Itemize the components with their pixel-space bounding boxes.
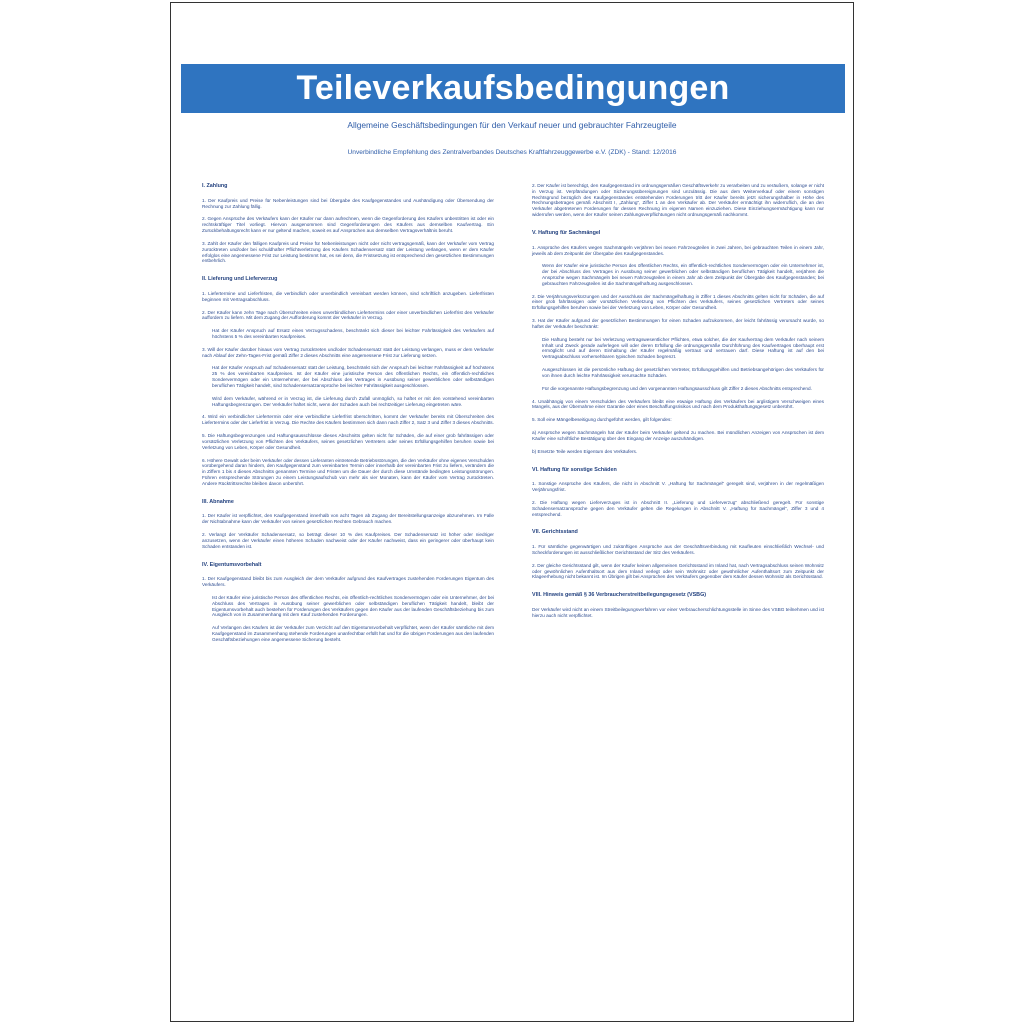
document-title: Teileverkaufsbedingungen [296,69,730,107]
paragraph: Wenn der Käufer eine juristische Person des öffentlichen Rechts, ein öffentlich-rechtliches Sondervermögen oder ein Unternehmer ist, der bei Abschluss des Vertrages in Ausübung seiner gewerblichen oder selbständigen beruflichen Tätigkeit handelt, verjähren die Ansprüche wegen Sachmängeln bei neuen Fahrzeugteilen in einem Jahr ab dem Zeitpunkt der Übergabe des Kaufgegenstandes; bei gebrauchten Fahrzeugteilen ist die Sachmängelhaftung ausgeschlossen. [542,263,824,286]
paragraph: Auf Verlangen des Käufers ist der Verkäufer zum Verzicht auf den Eigentumsvorbehalt verpflichtet, wenn der Käufer sämtliche mit dem Kaufgegenstand im Zusammenhang stehende Forderungen unanfechtbar erfüllt hat und für die übrigen Forderungen aus den laufenden Geschäftsbeziehungen eine angemessene Sicherung besteht. [212,625,494,642]
clause: 2. Der gleiche Gerichtsstand gilt, wenn der Käufer keinen allgemeinen Gerichtsstand im Inland hat, nach Vertragsabschluss seinen Wohnsitz oder gewöhnlichen Aufenthaltsort aus dem Inland verlegt oder sein Wohnsitz oder gewöhnlicher Aufenthaltsort zum Zeitpunkt der Klageerhebung nicht bekannt ist. Im Übrigen gilt bei Ansprüchen des Verkäufers gegenüber dem Käufer dessen Wohnsitz als Gerichtsstand. [532,562,824,580]
document-subtitle: Allgemeine Geschäftsbedingungen für den Verkauf neuer und gebrauchter Fahrzeugteile [347,120,677,130]
title-banner [181,64,845,113]
left-column [202,183,494,655]
clause: 1. Ansprüche des Käufers wegen Sachmängeln verjähren bei neuen Fahrzeugteilen in zwei Jahren, bei gebrauchten Teilen in einem Jahr, jeweils ab dem Zeitpunkt der Übergabe des Kaufgegenstandes. [532,244,824,256]
clause: b) Ersetzte Teile werden Eigentum des Verkäufers. [532,448,638,454]
section-heading: VIII. Hinweis gemäß § 36 Verbraucherstreitbeilegungsgesetz (VSBG) [532,592,707,599]
clause: 2. Die Haftung wegen Lieferverzuges ist in Abschnitt II. „Lieferung und Lieferverzug“ abschließend geregelt. Für sonstige Schadensersatzansprüche gegen den Verkäufer gelten die Regelungen in Abschnitt V. „Haftung für Sachmängel“, Ziffer 3 und 4 entsprechend. [532,499,824,517]
paragraph: Wird dem Verkäufer, während er in Verzug ist, die Lieferung durch Zufall unmöglich, so haftet er mit den vorstehend vereinbarten Haftungsbegrenzungen. Der Verkäufer haftet nicht, wenn der Schaden auch bei rechtzeitiger Lieferung eingetreten wäre. [212,395,494,407]
section [532,592,824,618]
section-heading: I. Zahlung [202,183,228,189]
clause: 1. Der Kaufgegenstand bleibt bis zum Ausgleich der dem Verkäufer aufgrund des Kaufvertrages zustehenden Forderungen Eigentum des Verkäufers. [202,576,494,588]
section-heading: III. Abnahme [202,498,234,505]
clause: 1. Der Käufer ist verpflichtet, den Kaufgegenstand innerhalb von acht Tagen ab Zugang der Bereitstellungsanzeige abzunehmen. Im Falle der Nichtabnahme kann der Verkäufer von seinen gesetzlichen Rechten Gebrauch machen. [202,513,494,525]
section-heading: IV. Eigentumsvorbehalt [202,561,262,568]
clause: 2. Verlangt der Verkäufer Schadensersatz, so beträgt dieser 10 % des Kaufpreises. Der Schadensersatz ist höher oder niedriger anzusetzen, wenn der Verkäufer einen höheren Schaden nachweist oder der Käufer nachweist, dass ein geringerer oder überhaupt kein Schaden entstanden ist. [202,532,494,549]
clause: 2. Der Käufer ist berechtigt, den Kaufgegenstand im ordnungsgemäßen Geschäftsverkehr zu verarbeiten und zu veräußern, solange er nicht in Verzug ist. Verpfändungen oder Sicherungsübereignungen sind unzulässig. Die aus dem Weiterverkauf oder einem sonstigen Rechtsgrund bezüglich des Kaufgegenstandes entstehenden Forderungen tritt der Käufer bereits jetzt sicherungshalber in Höhe des Rechnungsbetrages gemäß Abschnitt I, „Zahlung“, Ziffer 1 an den Verkäufer ab. Der Verkäufer ermächtigt ihn widerruflich, die an den Verkäufer abgetretenen Forderungen für dessen Rechnung im eigenen Namen einzuziehen. Diese Einziehungsermächtigung kann nur widerrufen werden, wenn der Käufer seinen Zahlungsverpflichtungen nicht ordnungsgemäß nachkommt. [532,183,824,218]
paragraph: Hat der Käufer Anspruch auf Schadensersatz statt der Leistung, beschränkt sich der Anspruch bei leichter Fahrlässigkeit auf höchstens 25 % des vereinbarten Kaufpreises. Ist der Käufer eine juristische Person des öffentlichen Rechts, ein öffentlich-rechtliches Sondervermögen oder ein Unternehmer, der bei Abschluss des Vertrages in Ausübung seiner gewerblichen oder selbständigen beruflichen Tätigkeit handelt, sind Schadensersatzansprüche bei leichter Fahrlässigkeit ausgeschlossen. [212,365,494,388]
section [202,183,494,264]
clause: 5. Soll eine Mängelbeseitigung durchgeführt werden, gilt folgendes: [532,417,672,423]
clause: 2. Der Käufer kann zehn Tage nach Überschreiten eines unverbindlichen Liefertermins oder einer unverbindlichen Lieferfrist den Verkäufer auffordern zu liefern. Mit dem Zugang der Aufforderung kommt der Verkäufer in Verzug. [202,309,494,321]
section-heading: VI. Haftung für sonstige Schäden [532,466,617,473]
clause: 3. Zahlt der Käufer den fälligen Kaufpreis und Preise für Nebenleistungen nicht oder nicht vertragsgemäß, kann der Verkäufer vom Vertrag zurücktreten und/oder bei schuldhafter Pflichtverletzung des Käufers Schadensersatz statt der Leistung verlangen, wenn er dem Käufer erfolglos eine angemessene Frist zur Leistung bestimmt hat, es sei denn, die Fristsetzung ist entsprechend den gesetzlichen Bestimmungen entbehrlich. [202,240,494,264]
section [202,276,494,487]
clause: 1. Der Kaufpreis und Preise für Nebenleistungen sind bei Übergabe des Kaufgegenstandes und Aushändigung oder Übersendung der Rechnung zur Zahlung fällig. [202,197,494,209]
section-heading: II. Lieferung und Lieferverzug [202,276,278,283]
clause: 2. Die Verjährungsverkürzungen und der Ausschluss der Sachmängelhaftung in Ziffer 1 dieses Abschnitts gelten nicht für Schäden, die auf einer grob fahrlässigen oder vorsätzlichen Verletzung von Pflichten des Verkäufers, seines gesetzlichen Vertreters oder seines Erfüllungsgehilfen beruhen sowie bei der Verletzung von Leben, Körper oder Gesundheit. [532,293,824,311]
recommendation-line: Unverbindliche Empfehlung des Zentralverbandes Deutsches Kraftfahrzeuggewerbe e.V. (ZDK) - Stand: 12/2016 [347,149,677,156]
section [202,499,494,550]
document-page [170,2,854,1022]
clause: 5. Die Haftungsbegrenzungen und Haftungsausschlüsse dieses Abschnitts gelten nicht für Schäden, die auf einer grob fahrlässigen oder vorsätzlichen Verletzung von Pflichten des Verkäufers, seines gesetzlichen Vertreters oder seines Erfüllungsgehilfen beruhen sowie bei Verletzung von Leben, Körper oder Gesundheit. [202,433,494,450]
clause: 1. Liefertermine und Lieferfristen, die verbindlich oder unverbindlich vereinbart werden können, sind schriftlich anzugeben. Lieferfristen beginnen mit Vertragsabschluss. [202,290,494,302]
clause: 4. Unabhängig von einem Verschulden des Verkäufers bleibt eine etwaige Haftung des Verkäufers bei arglistigem Verschweigen eines Mangels, aus der Übernahme einer Garantie oder eines Beschaffungsrisikos und nach dem Produkthaftungsgesetz unberührt. [532,398,824,410]
clause: 4. Wird ein verbindlicher Liefertermin oder eine verbindliche Lieferfrist überschritten, kommt der Verkäufer bereits mit Überschreiten des Liefertermins oder der Lieferfrist in Verzug. Die Rechte des Käufers bestimmen sich dann nach Ziffer 2, Satz 3 und Ziffer 3 dieses Abschnitts. [202,414,494,426]
clause: 3. Hat der Käufer aufgrund der gesetzlichen Bestimmungen für einen Schaden aufzukommen, der leicht fahrlässig verursacht wurde, so haftet der Verkäufer beschränkt: [532,318,824,329]
paragraph: Hat der Käufer Anspruch auf Ersatz eines Verzugsschadens, beschränkt sich dieser bei leichter Fahrlässigkeit des Verkäufers auf höchstens 5 % des vereinbarten Kaufpreises. [212,328,494,339]
section [532,529,824,580]
paragraph: Für die vorgenannte Haftungsbegrenzung und den vorgenannten Haftungsausschluss gilt Ziffer 2 dieses Abschnitts entsprechend. [542,385,812,391]
section [532,183,824,218]
section-heading: VII. Gerichtsstand [532,529,578,536]
clause: Der Verkäufer wird nicht an einem Streitbeilegungsverfahren vor einer Verbraucherschlichtungsstelle im Sinne des VSBG teilnehmen und ist hierzu auch nicht verpflichtet. [532,606,824,618]
clause: 1. Für sämtliche gegenwärtigen und zukünftigen Ansprüche aus der Geschäftsverbindung mit Kaufleuten einschließlich Wechsel- und Scheckforderungen ist ausschließlicher Gerichtsstand der Sitz des Verkäufers. [532,544,824,555]
section [202,562,494,643]
paragraph: Ist der Käufer eine juristische Person des öffentlichen Rechts, ein öffentlich-rechtliches Sondervermögen oder ein Unternehmer, der bei Abschluss des Vertrages in Ausübung seiner gewerblichen oder selbständigen beruflichen Tätigkeit handelt, bleibt der Eigentumsvorbehalt auch bestehen für Forderungen des Verkäufers gegen den Käufer aus der laufenden Geschäftsbeziehung bis zum Ausgleich von in Zusammenhang mit dem Kauf zustehenden Forderungen. [212,594,494,618]
clause: 2. Gegen Ansprüche des Verkäufers kann der Käufer nur dann aufrechnen, wenn die Gegenforderung des Käufers unbestritten ist oder ein rechtskräftiger Titel vorliegt. Hiervon ausgenommen sind Gegenforderungen des Käufers aus demselben Kaufvertrag. Ein Zurückbehaltungsrecht kann er nur geltend machen, soweit es auf Ansprüchen aus demselben Vertragsverhältnis beruht. [202,216,494,234]
section-heading: V. Haftung für Sachmängel [532,229,601,236]
paragraph: Ausgeschlossen ist die persönliche Haftung der gesetzlichen Vertreter, Erfüllungsgehilfen und Betriebsangehörigen des Verkäufers für von ihnen durch leichte Fahrlässigkeit verursachte Schäden. [542,367,824,378]
clause: 3. Will der Käufer darüber hinaus vom Vertrag zurücktreten und/oder Schadensersatz statt der Leistung verlangen, muss er dem Verkäufer nach Ablauf der Zehn-Tages-Frist gemäß Ziffer 2 dieses Abschnitts eine angemessene Frist zur Lieferung setzen. [202,346,494,358]
clause: 1. Sonstige Ansprüche des Käufers, die nicht in Abschnitt V. „Haftung für Sachmängel“ geregelt sind, verjähren in der regelmäßigen Verjährungsfrist. [532,481,824,493]
right-column [532,183,824,631]
section [532,467,824,518]
section [532,230,824,455]
clause: 6. Höhere Gewalt oder beim Verkäufer oder dessen Lieferanten eintretende Betriebsstörungen, die den Verkäufer ohne eigenes Verschulden vorübergehend daran hindern, den Kaufgegenstand zum vereinbarten Termin oder innerhalb der vereinbarten Frist zu liefern, verändern die in Ziffern 1 bis 4 dieses Abschnitts genannten Termine und Fristen um die Dauer der durch diese Umstände bedingten Leistungsstörungen. Führen entsprechende Störungen zu einem Leistungsaufschub von mehr als vier Monaten, kann der Käufer vom Vertrag zurücktreten. Andere Rücktrittsrechte bleiben davon unberührt. [202,457,494,486]
clause: a) Ansprüche wegen Sachmängeln hat der Käufer beim Verkäufer geltend zu machen. Bei mündlichen Anzeigen von Ansprüchen ist dem Käufer eine schriftliche Bestätigung über den Eingang der Anzeige auszuhändigen. [532,430,824,441]
paragraph: Die Haftung besteht nur bei Verletzung vertragswesentlicher Pflichten, etwa solcher, die der Kaufvertrag dem Verkäufer nach seinem Inhalt und Zweck gerade auferlegen will oder deren Erfüllung die ordnungsgemäße Durchführung des Kaufvertrages überhaupt erst ermöglicht und auf deren Einhaltung der Käufer regelmäßig vertraut und vertrauen darf. Diese Haftung ist auf den bei Vertragsabschluss vorhersehbaren typischen Schaden begrenzt. [542,336,824,360]
